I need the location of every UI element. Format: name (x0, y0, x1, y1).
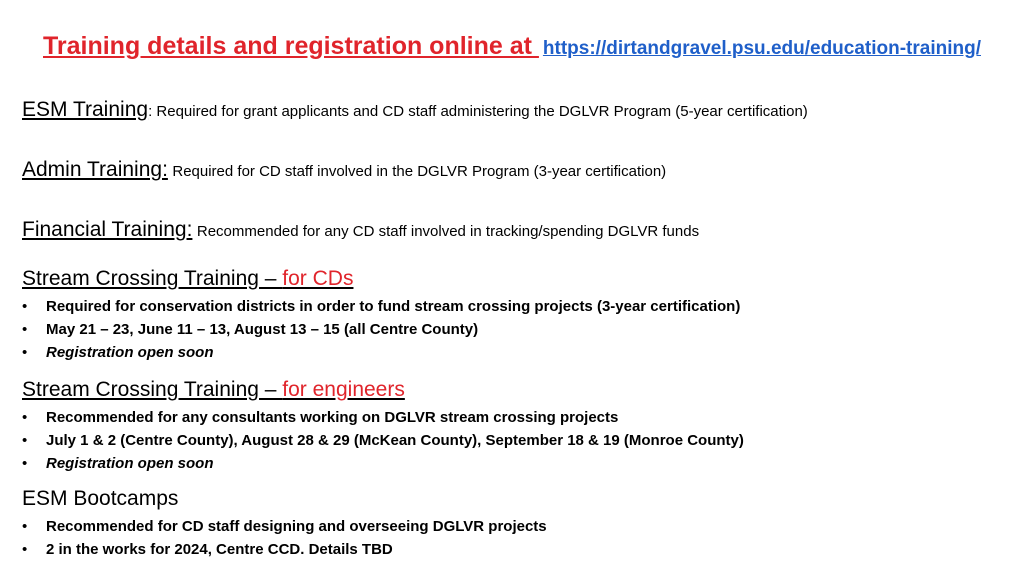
bootcamps-heading: ESM Bootcamps (22, 487, 179, 510)
list-item: • Recommended for any consultants working on DGLVR stream crossing projects (22, 406, 744, 429)
slide-title (0, 32, 1024, 61)
esm-training-desc: : Required for grant applicants and CD staff administering the DGLVR Program (5-year certification) (148, 103, 808, 120)
stream-cd-heading (22, 267, 353, 290)
bullet-icon: • (22, 455, 28, 472)
title-text: Training details and registration online at (43, 32, 539, 60)
list-item: • Required for conservation districts in order to fund stream crossing projects (3-year certification) (22, 295, 740, 318)
list-item: • Recommended for CD staff designing and overseeing DGLVR projects (22, 515, 547, 538)
stream-cd-accent: for CDs (282, 267, 354, 290)
bullet-icon: • (22, 298, 28, 315)
esm-training-heading: ESM Training (22, 98, 149, 121)
stream-eng-heading-line (22, 378, 405, 402)
admin-training-line (22, 158, 666, 182)
list-item: • July 1 & 2 (Centre County), August 28 & 29 (McKean County), September 18 & 19 (Monroe County) (22, 429, 744, 452)
bullet-icon: • (22, 344, 28, 361)
admin-training-desc: Required for CD staff involved in the DGLVR Program (3-year certification) (172, 163, 667, 180)
list-item: • Registration open soon (22, 452, 744, 475)
bootcamps-bullets (22, 515, 547, 561)
stream-eng-heading-text: Stream Crossing Training – (22, 378, 283, 401)
registration-link[interactable]: https://dirtandgravel.psu.edu/education-training/ (542, 38, 981, 59)
stream-cd-heading-text: Stream Crossing Training – (22, 267, 283, 290)
esm-training-line (22, 98, 808, 122)
bullet-icon: • (22, 541, 28, 558)
list-item: • 2 in the works for 2024, Centre CCD. Details TBD (22, 538, 547, 561)
bootcamps-heading-line (22, 487, 178, 511)
bullet-icon: • (22, 432, 28, 449)
stream-cd-bullets (22, 295, 740, 364)
stream-eng-accent: for engineers (282, 378, 405, 401)
admin-training-heading: Admin Training: (22, 158, 168, 181)
list-item: • Registration open soon (22, 341, 740, 364)
financial-training-line (22, 218, 699, 242)
stream-cd-heading-line (22, 267, 353, 291)
list-item: • May 21 – 23, June 11 – 13, August 13 – 15 (all Centre County) (22, 318, 740, 341)
stream-eng-heading (22, 378, 405, 401)
bullet-icon: • (22, 321, 28, 338)
financial-training-desc: Recommended for any CD staff involved in tracking/spending DGLVR funds (196, 223, 700, 240)
bullet-icon: • (22, 409, 28, 426)
bullet-icon: • (22, 518, 28, 535)
financial-training-heading: Financial Training: (22, 218, 193, 241)
stream-eng-bullets (22, 406, 744, 475)
